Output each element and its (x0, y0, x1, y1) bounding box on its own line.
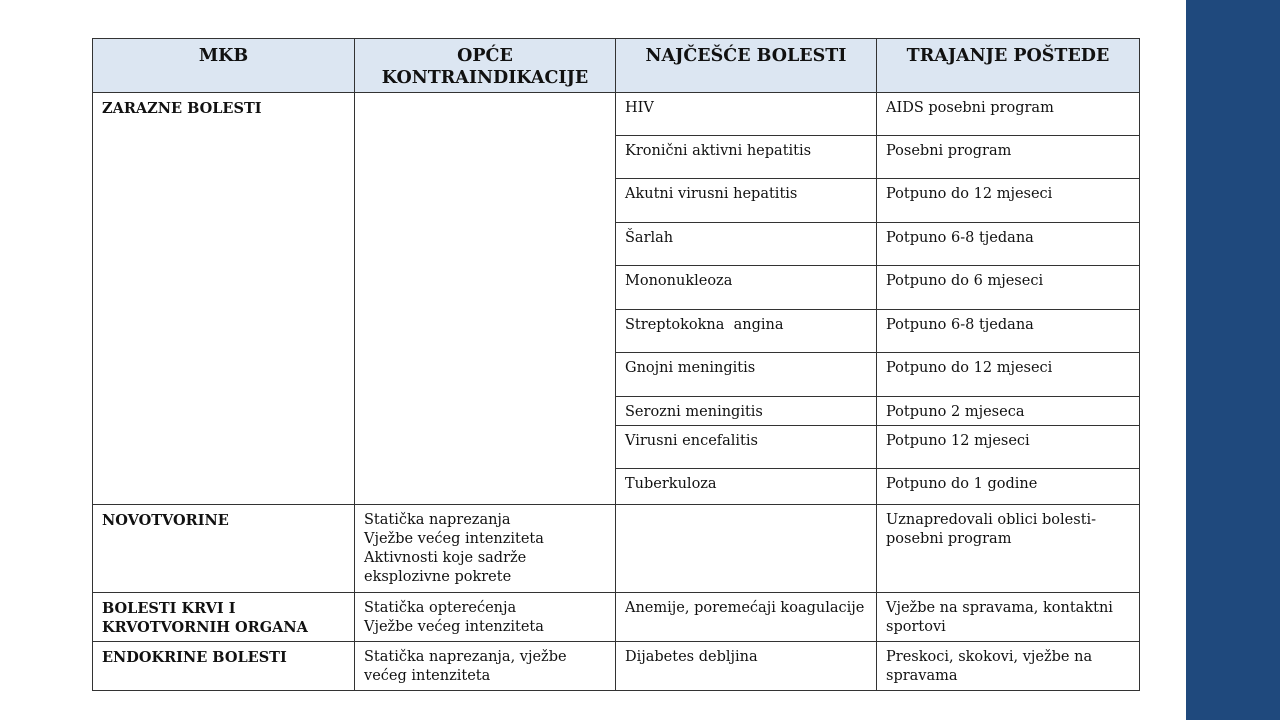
duration-cell: Potpuno do 12 mjeseci (877, 353, 1140, 397)
header-row (93, 39, 1140, 93)
category-zarazne: ZARAZNE BOLESTI (93, 93, 355, 505)
sports-contraindications-table (92, 38, 1140, 691)
table-row (93, 93, 1140, 136)
disease-cell: Tuberkuloza (616, 469, 877, 505)
side-accent-bar (1186, 0, 1280, 720)
header-mkb: MKB (93, 39, 355, 93)
disease-cell: Virusni encefalitis (616, 426, 877, 469)
duration-cell: Potpuno 12 mjeseci (877, 426, 1140, 469)
table-row-krv (93, 593, 1140, 642)
disease-cell: HIV (616, 93, 877, 136)
contraindications-endokrine: Statička naprezanja, vježbe većeg intenziteta (355, 642, 616, 691)
header-rest-duration: TRAJANJE POŠTEDE (877, 39, 1140, 93)
disease-endokrine: Dijabetes debljina (616, 642, 877, 691)
duration-cell: AIDS posebni program (877, 93, 1140, 136)
category-endokrine: ENDOKRINE BOLESTI (93, 642, 355, 691)
category-krv: BOLESTI KRVI I KRVOTVORNIH ORGANA (93, 593, 355, 642)
category-novotvorine: NOVOTVORINE (93, 505, 355, 593)
duration-cell: Potpuno 6-8 tjedana (877, 310, 1140, 353)
duration-cell: Potpuno do 12 mjeseci (877, 179, 1140, 223)
duration-cell: Potpuno 6-8 tjedana (877, 223, 1140, 266)
disease-cell: Streptokokna angina (616, 310, 877, 353)
header-contraindications: OPĆE KONTRAINDIKACIJE (355, 39, 616, 93)
duration-cell: Posebni program (877, 136, 1140, 179)
contraindications-zarazne (355, 93, 616, 505)
duration-cell: Potpuno 2 mjeseca (877, 397, 1140, 426)
duration-cell: Potpuno do 6 mjeseci (877, 266, 1140, 310)
disease-krv: Anemije, poremećaji koagulacije (616, 593, 877, 642)
duration-krv: Vježbe na spravama, kontaktni sportovi (877, 593, 1140, 642)
duration-endokrine: Preskoci, skokovi, vježbe na spravama (877, 642, 1140, 691)
disease-cell: Serozni meningitis (616, 397, 877, 426)
disease-cell: Šarlah (616, 223, 877, 266)
disease-cell: Akutni virusni hepatitis (616, 179, 877, 223)
duration-novotvorine: Uznapredovali oblici bolesti- posebni program (877, 505, 1140, 593)
contraindications-novotvorine: Statička naprezanja Vježbe većeg intenziteta Aktivnosti koje sadrže eksplozivne pokrete (355, 505, 616, 593)
disease-cell: Kronični aktivni hepatitis (616, 136, 877, 179)
duration-cell: Potpuno do 1 godine (877, 469, 1140, 505)
header-common-diseases: NAJČEŠĆE BOLESTI (616, 39, 877, 93)
disease-cell: Gnojni meningitis (616, 353, 877, 397)
disease-novotvorine (616, 505, 877, 593)
table-row-endokrine (93, 642, 1140, 691)
disease-cell: Mononukleoza (616, 266, 877, 310)
table-row-novotvorine (93, 505, 1140, 593)
contraindications-krv: Statička opterećenja Vježbe većeg intenziteta (355, 593, 616, 642)
